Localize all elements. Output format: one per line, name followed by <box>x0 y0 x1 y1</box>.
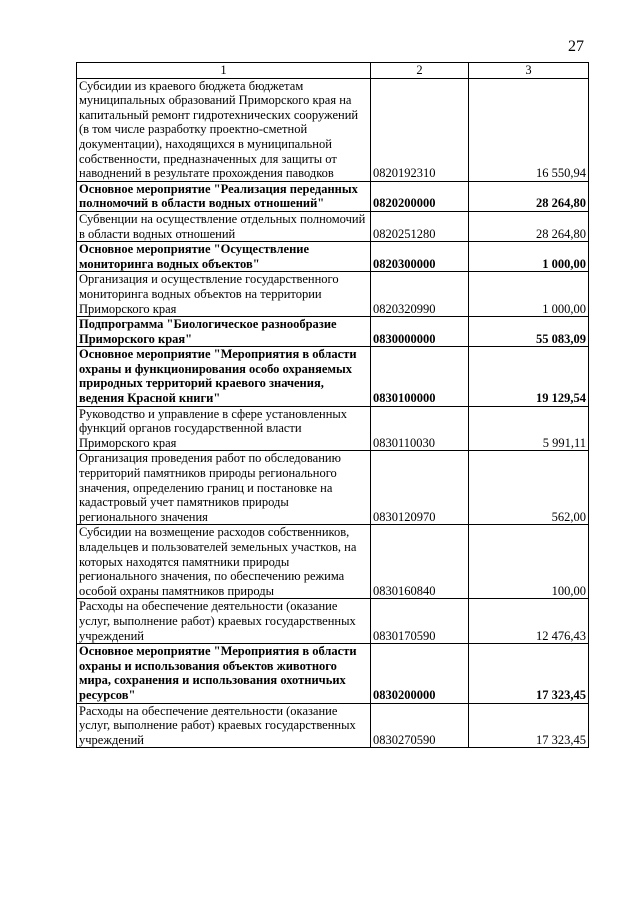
column-header-3: 3 <box>469 63 589 79</box>
table-row <box>77 525 589 599</box>
table-row <box>77 451 589 525</box>
page-number: 27 <box>568 38 584 55</box>
row-code-cell: 0830000000 <box>371 317 469 347</box>
row-code-cell: 0830120970 <box>371 451 469 525</box>
row-amount-cell: 1 000,00 <box>469 272 589 317</box>
row-code-cell: 0820192310 <box>371 78 469 181</box>
row-name-cell: Основное мероприятие "Осуществление мониторинга водных объектов" <box>77 242 371 272</box>
row-amount-cell: 12 476,43 <box>469 599 589 644</box>
table-row <box>77 703 589 748</box>
row-name-cell: Основное мероприятие "Реализация переданных полномочий в области водных отношений" <box>77 181 371 211</box>
row-name-cell: Субсидии из краевого бюджета бюджетам муниципальных образований Приморского края на капитальный ремонт гидротехнических сооружений (в том числе разработку проектно-сметной документации), находящихся в муниципальной собственности, предназначенных для защиты от наводнений в результате прохождения паводков <box>77 78 371 181</box>
row-name-cell: Организация и осуществление государственного мониторинга водных объектов на территории Приморского края <box>77 272 371 317</box>
row-amount-cell: 100,00 <box>469 525 589 599</box>
row-amount-cell: 28 264,80 <box>469 181 589 211</box>
row-code-cell: 0820320990 <box>371 272 469 317</box>
row-name-cell: Подпрограмма "Биологическое разнообразие Приморского края" <box>77 317 371 347</box>
row-amount-cell: 5 991,11 <box>469 406 589 451</box>
row-amount-cell: 1 000,00 <box>469 242 589 272</box>
row-name-cell: Руководство и управление в сфере установленных функций органов государственной власти Приморского края <box>77 406 371 451</box>
table-row <box>77 78 589 181</box>
table-row <box>77 272 589 317</box>
row-name-cell: Субвенции на осуществление отдельных полномочий в области водных отношений <box>77 211 371 241</box>
row-amount-cell: 17 323,45 <box>469 644 589 703</box>
row-code-cell: 0830270590 <box>371 703 469 748</box>
table-row <box>77 347 589 406</box>
row-amount-cell: 19 129,54 <box>469 347 589 406</box>
table-header-row <box>77 63 589 79</box>
row-amount-cell: 55 083,09 <box>469 317 589 347</box>
row-name-cell: Расходы на обеспечение деятельности (оказание услуг, выполнение работ) краевых государственных учреждений <box>77 599 371 644</box>
budget-table <box>76 62 589 748</box>
row-name-cell: Субсидии на возмещение расходов собственников, владельцев и пользователей земельных участков, на которых находятся памятники природы регионального значения, по обеспечению режима особой охраны памятников природы <box>77 525 371 599</box>
row-code-cell: 0820251280 <box>371 211 469 241</box>
row-code-cell: 0820300000 <box>371 242 469 272</box>
row-code-cell: 0820200000 <box>371 181 469 211</box>
table-row <box>77 211 589 241</box>
row-amount-cell: 17 323,45 <box>469 703 589 748</box>
column-header-2: 2 <box>371 63 469 79</box>
row-code-cell: 0830160840 <box>371 525 469 599</box>
table-row <box>77 599 589 644</box>
column-header-1: 1 <box>77 63 371 79</box>
table-row <box>77 644 589 703</box>
row-code-cell: 0830100000 <box>371 347 469 406</box>
table-row <box>77 181 589 211</box>
row-name-cell: Основное мероприятие "Мероприятия в области охраны и использования объектов животного мира, сохранения и использования охотничьих ресурсов" <box>77 644 371 703</box>
row-amount-cell: 16 550,94 <box>469 78 589 181</box>
table-row <box>77 406 589 451</box>
row-amount-cell: 28 264,80 <box>469 211 589 241</box>
row-code-cell: 0830200000 <box>371 644 469 703</box>
row-code-cell: 0830170590 <box>371 599 469 644</box>
row-name-cell: Организация проведения работ по обследованию территорий памятников природы регионального значения, определению границ и постановке на кадастровый учет памятников природы регионального значения <box>77 451 371 525</box>
table-row <box>77 317 589 347</box>
row-name-cell: Расходы на обеспечение деятельности (оказание услуг, выполнение работ) краевых государственных учреждений <box>77 703 371 748</box>
row-name-cell: Основное мероприятие "Мероприятия в области охраны и функционирования особо охраняемых природных территорий краевого значения, ведения Красной книги" <box>77 347 371 406</box>
table-row <box>77 242 589 272</box>
row-amount-cell: 562,00 <box>469 451 589 525</box>
row-code-cell: 0830110030 <box>371 406 469 451</box>
